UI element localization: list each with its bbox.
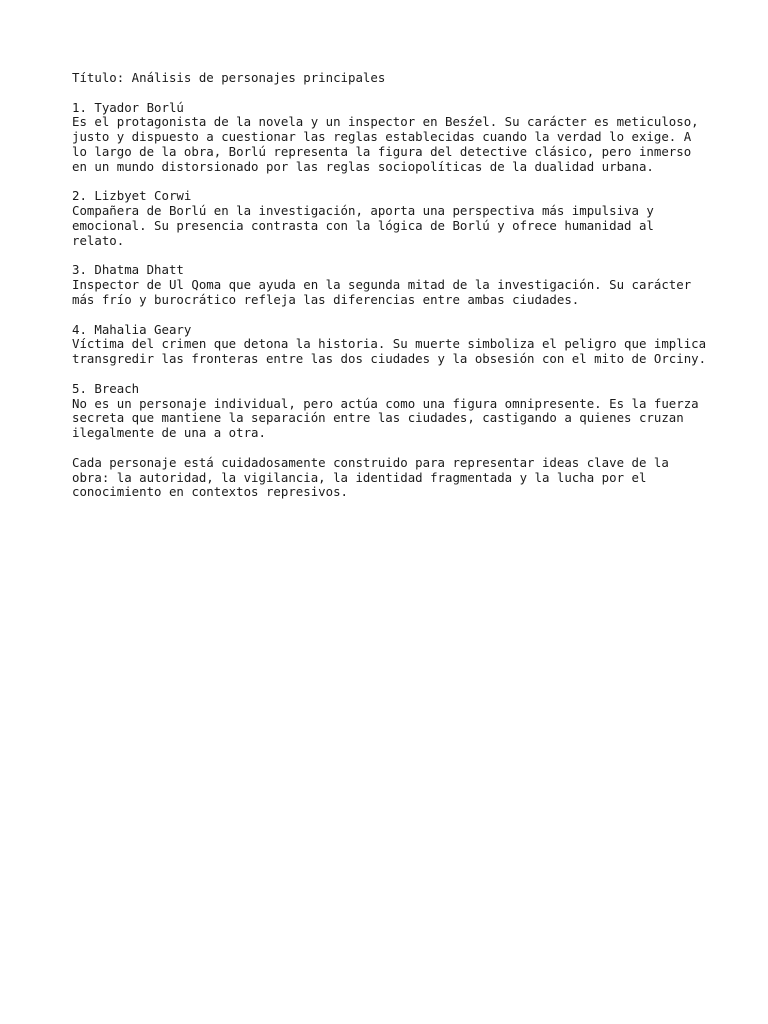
section-body: Compañera de Borlú en la investigación, aporta una perspectiva más impulsiva y emocional. Su presencia contrasta con la lógica de Borlú y ofrece humanidad al relato. xyxy=(72,203,654,248)
closing-text: Cada personaje está cuidadosamente construido para representar ideas clave de la obra: la autoridad, la vigilancia, la identidad fragmentada y la lucha por el conocimiento en contextos represivos. xyxy=(72,454,669,500)
character-section-geary xyxy=(72,323,712,367)
section-body: Víctima del crimen que detona la historia. Su muerte simboliza el peligro que implica transgredir las fronteras entre las dos ciudades y la obsesión con el mito de Orciny. xyxy=(72,336,707,367)
section-heading: 1. Tyador Borlú xyxy=(72,99,184,115)
character-section-breach xyxy=(72,382,712,441)
character-section-borlu xyxy=(72,101,712,175)
section-heading: 4. Mahalia Geary xyxy=(72,321,192,337)
document-page xyxy=(72,71,712,500)
section-heading: 2. Lizbyet Corwi xyxy=(72,188,192,204)
section-body: Inspector de Ul Qoma que ayuda en la segunda mitad de la investigación. Su carácter más frío y burocrático refleja las diferencias entre ambas ciudades. xyxy=(72,277,692,307)
section-body: Es el protagonista de la novela y un inspector en Besźel. Su carácter es meticuloso, justo y dispuesto a cuestionar las reglas establecidas cuando la verdad lo exige. A lo largo de la obra, Borlú representa la figura del detective clásico, pero inmerso en un mundo distorsionado por las reglas sociopolíticas de la dualidad urbana. xyxy=(72,114,699,174)
section-heading: 5. Breach xyxy=(72,380,140,396)
character-section-dhatt xyxy=(72,263,712,307)
section-heading: 3. Dhatma Dhatt xyxy=(72,262,184,278)
document-title: Título: Análisis de personajes principales xyxy=(72,70,386,85)
closing-paragraph xyxy=(72,456,712,500)
section-body: No es un personaje individual, pero actúa como una figura omnipresente. Es la fuerza secreta que mantiene la separación entre las ciudades, castigando a quienes cruzan ilegalmente de una a otra. xyxy=(72,395,699,441)
character-section-corwi xyxy=(72,189,712,248)
